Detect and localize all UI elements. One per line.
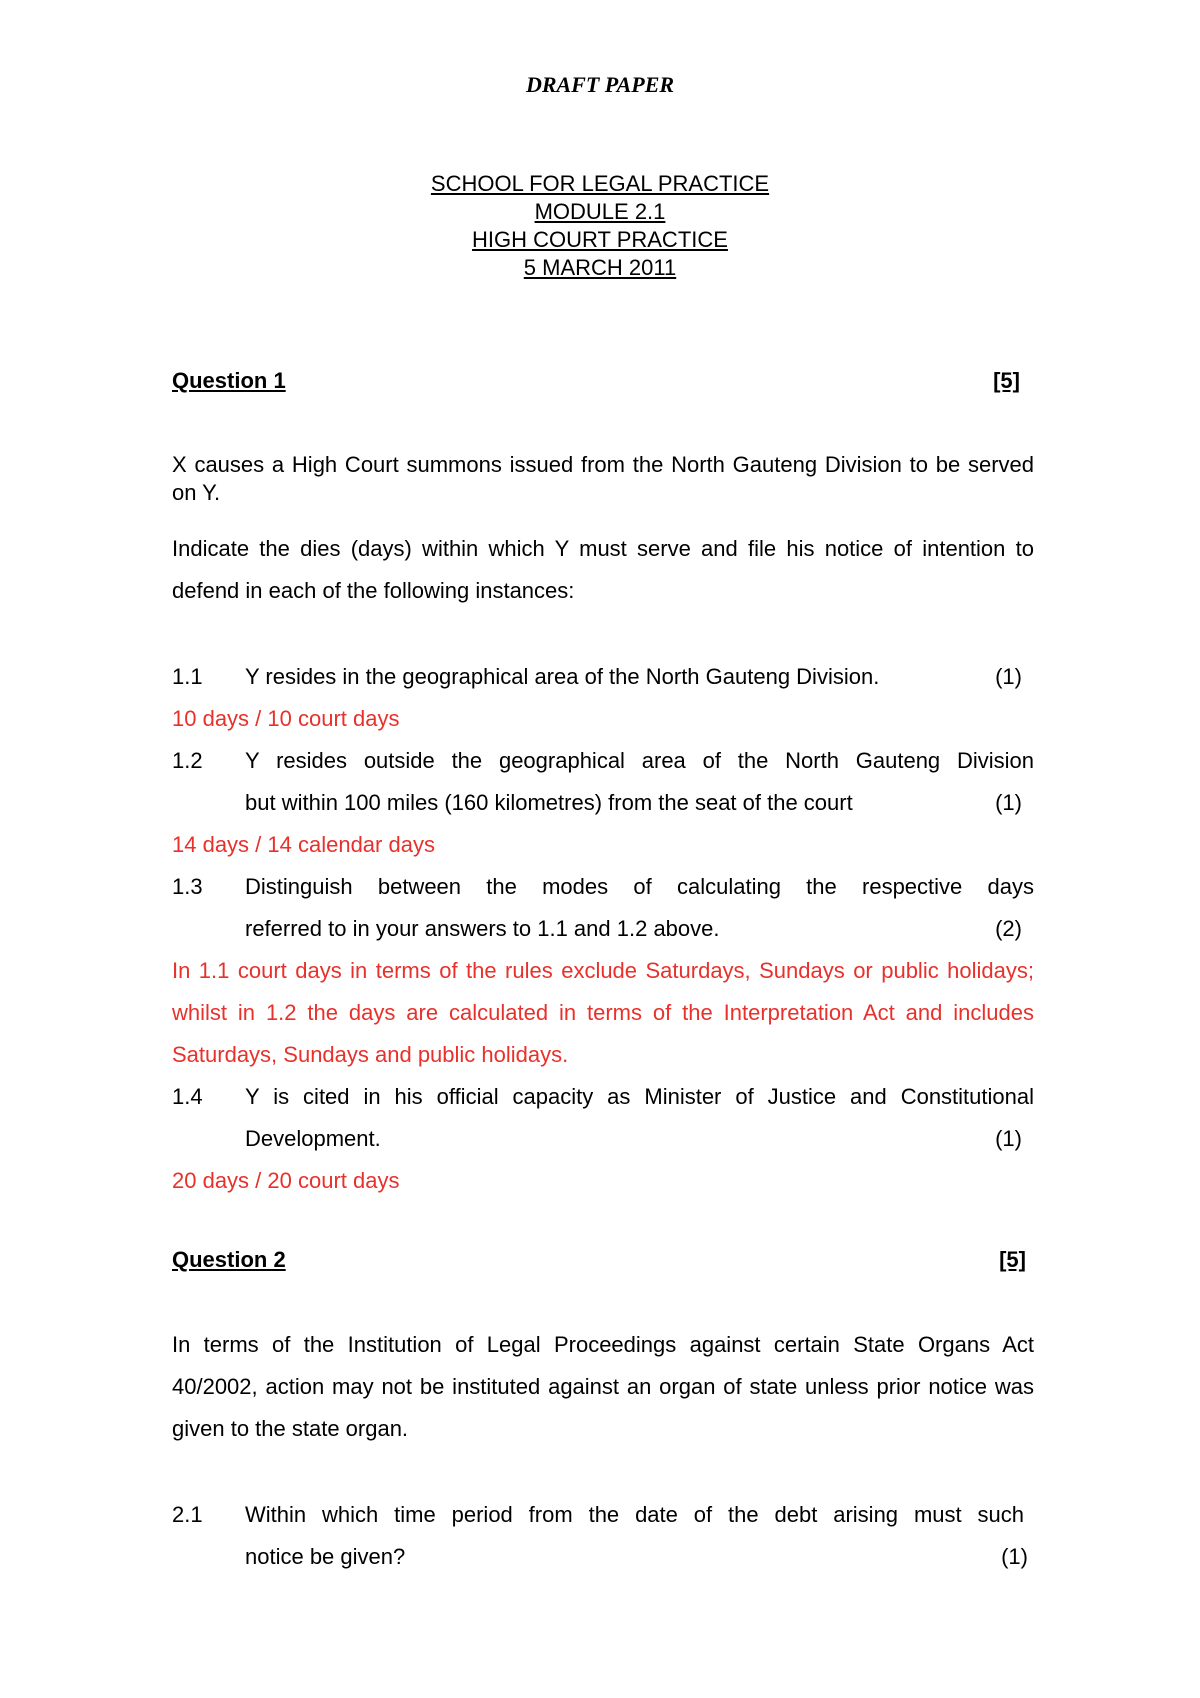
item-text-line-2: Development. xyxy=(245,1126,381,1151)
question-2-marks: [5] xyxy=(999,1247,1026,1272)
header-date: 5 MARCH 2011 xyxy=(523,255,677,280)
question-1-marks: [5] xyxy=(993,368,1020,393)
question-item-2-1 xyxy=(172,1494,1034,1578)
item-number: 1.1 xyxy=(172,664,203,689)
question-1-heading xyxy=(172,367,1020,395)
question-1-intro: X causes a High Court summons issued from the North Gauteng Division to be served on Y. xyxy=(172,452,1034,505)
item-text-line-1: Y resides outside the geographical area of the North Gauteng Division xyxy=(245,748,1034,773)
item-number: 1.4 xyxy=(172,1084,203,1109)
item-text-line-2: but within 100 miles (160 kilometres) from the seat of the court xyxy=(245,790,853,815)
question-item-1-1 xyxy=(172,656,1034,698)
item-text-line-1: Within which time period from the date of the debt arising must such xyxy=(245,1502,1024,1527)
header-subject: HIGH COURT PRACTICE xyxy=(472,227,728,252)
question-2-heading xyxy=(172,1246,1026,1274)
item-mark: (1) xyxy=(995,1126,1022,1151)
item-mark: (1) xyxy=(995,664,1022,689)
question-2-intro: In terms of the Institution of Legal Proceedings against certain State Organs Act 40/2002, action may not be instituted against an organ of state unless prior notice was given to the state organ. xyxy=(172,1332,1034,1441)
item-text: Y resides in the geographical area of the North Gauteng Division. xyxy=(245,664,880,689)
answer-1-2: 14 days / 14 calendar days xyxy=(172,832,435,857)
item-mark: (1) xyxy=(995,790,1022,815)
item-text-line-1: Distinguish between the modes of calculating the respective days xyxy=(245,874,1034,899)
header-module: MODULE 2.1 xyxy=(534,199,666,224)
item-mark: (2) xyxy=(995,916,1022,941)
document-header xyxy=(0,170,1200,282)
answer-1-1: 10 days / 10 court days xyxy=(172,706,400,731)
item-text-line-2: notice be given? xyxy=(245,1544,406,1569)
item-text-line-2: referred to in your answers to 1.1 and 1.2 above. xyxy=(245,916,720,941)
header-school: SCHOOL FOR LEGAL PRACTICE xyxy=(430,171,770,196)
question-item-1-2 xyxy=(172,740,1034,824)
answer-1-4: 20 days / 20 court days xyxy=(172,1168,400,1193)
question-item-1-3 xyxy=(172,866,1034,950)
question-1-instruction: Indicate the dies (days) within which Y must serve and file his notice of intention to defend in each of the following instances: xyxy=(172,536,1034,603)
item-number: 1.2 xyxy=(172,748,203,773)
answer-1-3: In 1.1 court days in terms of the rules exclude Saturdays, Sundays or public holidays; whilst in 1.2 the days are calculated in terms of the Interpretation Act and includes Saturdays, Sundays and public holidays. xyxy=(172,958,1034,1067)
question-item-1-4 xyxy=(172,1076,1034,1160)
item-number: 2.1 xyxy=(172,1502,203,1527)
item-number: 1.3 xyxy=(172,874,203,899)
draft-label: DRAFT PAPER xyxy=(525,72,675,97)
question-1-title: Question 1 xyxy=(172,368,286,393)
item-text-line-1: Y is cited in his official capacity as Minister of Justice and Constitutional xyxy=(245,1084,1034,1109)
question-2-title: Question 2 xyxy=(172,1247,286,1272)
item-mark: (1) xyxy=(1001,1544,1028,1569)
